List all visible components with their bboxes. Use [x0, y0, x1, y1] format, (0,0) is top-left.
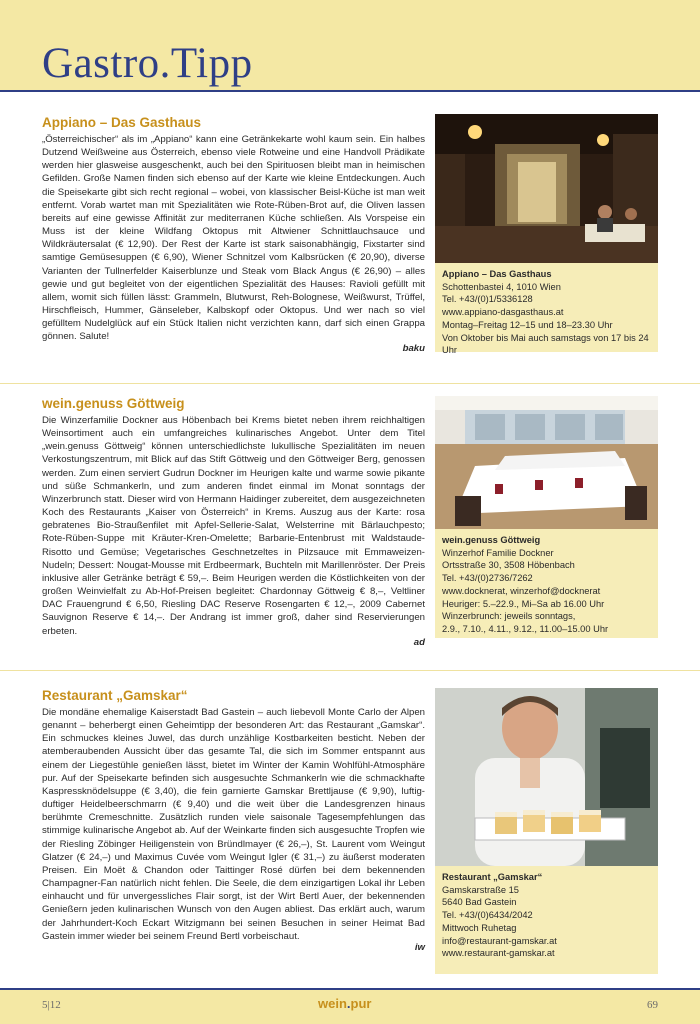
article-title: wein.genuss Göttweig: [42, 396, 185, 411]
info-name: Appiano – Das Gasthaus: [442, 269, 552, 279]
info-line: Von Oktober bis Mai auch samstags von 17 bis 24 Uhr: [442, 332, 649, 356]
restaurant-photo: [435, 114, 658, 263]
info-line: Schottenbastei 4, 1010 Wien: [442, 281, 561, 292]
info-line: Ortsstraße 30, 3508 Höbenbach: [442, 560, 575, 571]
info-line: Tel. +43/(0)6434/2042: [442, 910, 533, 921]
restaurant-photo: [435, 396, 658, 529]
info-line: 2.9., 7.10., 4.11., 9.12., 11.00–15.00 Uhr: [442, 623, 609, 634]
article-title: Restaurant „Gamskar“: [42, 688, 188, 703]
contact-info: [442, 534, 608, 636]
info-box-goettweig: [435, 396, 658, 638]
info-line: www.docknerat, winzerhof@docknerat: [442, 585, 601, 596]
contact-info: [442, 871, 557, 960]
author-signature: baku: [402, 342, 425, 354]
brand-name: wein: [318, 996, 347, 1011]
brand-dot: .: [346, 996, 351, 1011]
info-line: Winzerhof Familie Dockner: [442, 547, 554, 558]
info-line: www.appiano-dasgasthaus.at: [442, 307, 564, 318]
article-title: Appiano – Das Gasthaus: [42, 115, 202, 130]
info-name: Restaurant „Gamskar“: [442, 872, 543, 882]
info-box-appiano: [435, 114, 658, 356]
page-title: Gastro.Tipp: [42, 40, 253, 87]
footer-divider: [0, 988, 700, 990]
section-divider: [0, 670, 700, 671]
info-line: Montag–Freitag 12–15 und 18–23.30 Uhr: [442, 319, 613, 330]
info-line: Heuriger: 5.–22.9., Mi–Sa ab 16.00 Uhr: [442, 598, 605, 609]
info-box-gamskar: [435, 688, 658, 974]
page-number: 69: [647, 999, 658, 1011]
article-gamskar: [42, 688, 425, 954]
info-line: Gamskarstraße 15: [442, 884, 519, 895]
section-divider: [0, 383, 700, 384]
article-body: Die mondäne ehemalige Kaiserstadt Bad Gastein – auch liebevoll Monte Carlo der Alpen genannt – beherbergt einen Geheimtipp der besonderen Art: das Restaurant „Gamskar“. Ein schmuckes kleines Juwel, das durch unzählige Kostbarkeiten besticht. Neben der atemberaubenden Aussicht über das gesamte Tal, die sich im Sommer entspannt aus einem der Liegestühle genießen lässt, bietet im Winter der Kamin Wohlfühl-Atmosphäre pur. Auf der Speisekarte befinden sich ausgesuchte Schmankerln wie die schmackhafte Kaspressknödelsuppe (€ 3,40), die fein garnierte Gamskar Brettljause (€ 9,90), luftig-duftiger Heidelbeerschmarrn (€ 9,40) und die weit über die Landesgrenzen hinaus berühmte Cremeschnitte. Zusätzlich runden viele saisonale Tagesempfehlungen das stimmige kulinarische Angebot ab. Auf der Weinkarte finden sich ausgesuchte Tropfen wie der Riesling Zöbinger Heiligenstein von Bründlmayer (€ 26,–), St. Laurent vom Weingut Glatzer (€ 24,–) und Maximus Cuvée vom Weingut Igler (€ 31,–) zu äußerst moderaten Preisen. Ein Moët & Chandon oder Taittinger Rosé dürfen bei dem bekennenden Champagner-Fan natürlich nicht fehlen. Die Seele, die dem einzigartigen Lokal ihr Leben einhaucht und für unvergessliches Flair sorgt, ist der Wirt Bertl Auer, der bekennenden Genießern jeden kulinarischen Wunsch von den Augen abliest. Das erklärt auch, warum der Jahrhundert-Koch Eckart Witzigmann bei seinen Besuchen in seiner Heimat Bad Gastein immer wieder bei seinem Freund Bertl vorbeischaut.: [42, 707, 425, 942]
article-appiano: [42, 115, 425, 355]
info-line: 5640 Bad Gastein: [442, 897, 517, 908]
host-portrait-image: [435, 688, 658, 866]
issue-label: 5|12: [42, 999, 61, 1011]
author-signature: iw: [414, 941, 425, 953]
contact-info: [442, 268, 658, 357]
info-line: Tel. +43/(0)1/5336128: [442, 294, 533, 305]
header-divider: [0, 90, 700, 92]
brand-logo: [318, 996, 371, 1011]
info-line: Tel. +43/(0)2736/7262: [442, 573, 533, 584]
restaurant-interior-image: [435, 114, 658, 263]
info-name: wein.genuss Göttweig: [442, 535, 541, 545]
info-line: Mittwoch Ruhetag: [442, 922, 517, 933]
info-line: Winzerbrunch: jeweils sonntags,: [442, 611, 576, 622]
restaurant-photo: [435, 688, 658, 866]
author-signature: ad: [413, 636, 425, 648]
article-body: „Österreichischer“ als im „Appiano“ kann eine Getränkekarte wohl kaum sein. Ein halbes Dutzend Weißweine aus Österreich, ebenso viele Rotweine und eine Handvoll Prädikate werden hier glasweise ausgeschenkt, auch bei den Spirituosen bleibt man in heimischen Gefilden. Große Namen finden sich ebenso auf der Karte wie kleine Entdeckungen. Auch die Speisekarte gibt sich recht regional – wobei, von klassischer Beisl-Küche ist man weit entfernt. Vorab wartet man mit Spezialitäten wie Rote-Rüben-Brot auf, die Oliven lassen bereits auf eine gewisse Affinität zur mediterranen Küche schließen. Als Vorspeise ein Muss ist der kleine Wildfang Oktopus mit Altwiener Schnittlauchsauce und Wildkräutersalat (€ 12,90). Der Rest der Karte ist stark saisonabhängig, Fixstarter sind samtige Gemüsesuppen (€ 6,90), Wiener Schnitzel vom Kalbsrücken (€ 20,90), diverse Varianten der Tullnerfelder Kaiserblunze und Steak vom Black Angus (€ 26,90) – alles gewie und gut begleitet von der eigentlichen Spezialität des Hauses: Ravioli gefüllt mit allem, womit sich füllen lässt: Grammeln, Blutwurst, Reh-Bolognese, Weißwurst, Trüffel, Hirschfleisch, Hummer, Gänseleber, Kalbskopf oder Oktopus. Und wer nach so viel gefülltem Nudelglück auf ein Stück Italien nicht verzichten kann, darf sich einen Grappa gönnen. Salute!: [42, 134, 425, 343]
info-line: www.restaurant-gamskar.at: [442, 948, 555, 959]
article-body: Die Winzerfamilie Dockner aus Höbenbach bei Krems bietet neben ihrem reichhaltigen Weinsortiment auch ein umfangreiches kulinarisches Angebot. Unter dem Titel „wein.genuss Göttweig“ können unterschiedlichste lukullische Spezialitäten im neuen Verkostungszentrum, mit Blick auf das Stift Göttweig und den Göttweiger Berg, genossen werden. Zum einen serviert Gudrun Dockner im Heurigen kalte und warme sowie pikante und süße Schmankerln, und zum anderen findet einmal im Monat sonntags der Winzerbrunch statt. Dieser wird von Hermann Haidinger zubereitet, dem ausgezeichneten Koch des Restaurants „Kaiser von Österreich“ in Krems. Auszug aus der Karte: rosa gebratenes Bio-Straußenfilet mit Apfel-Sellerie-Salat, Welsterrine mit Bärlauchpesto; Rote-Rüben-Suppe mit Kräuter-Kren-Omelette; Barbarie-Entenbrust mit Waldstaude-Risotto und Gemüse; Vegetarisches Geschnetzeltes in Pilzsauce mit Emmaweizen-Nudeln; Dessert: Nougat-Mousse mit Erdbeermark, Buchteln mit Marillenröster. Der Preis inklusive aller Getränke beträgt € 59,–. Beim Heurigen werden die Köstlichkeiten von der großen Weinvielfalt zu Ab-Hof-Preisen begleitet: Chardonnay Göttweig € 8,–, Veltliner DAC Frauengrund € 6,50, Riesling DAC Reserve Rosengarten € 12,–, 2009 Cabernet Sauvignon Reserve € 14,–. Der Andrang ist immer groß, daher sind Reservierungen erbeten.: [42, 415, 425, 637]
brand-suffix: pur: [350, 996, 372, 1011]
info-line: info@restaurant-gamskar.at: [442, 935, 557, 946]
article-goettweig: [42, 396, 425, 649]
dining-hall-image: [435, 396, 658, 529]
